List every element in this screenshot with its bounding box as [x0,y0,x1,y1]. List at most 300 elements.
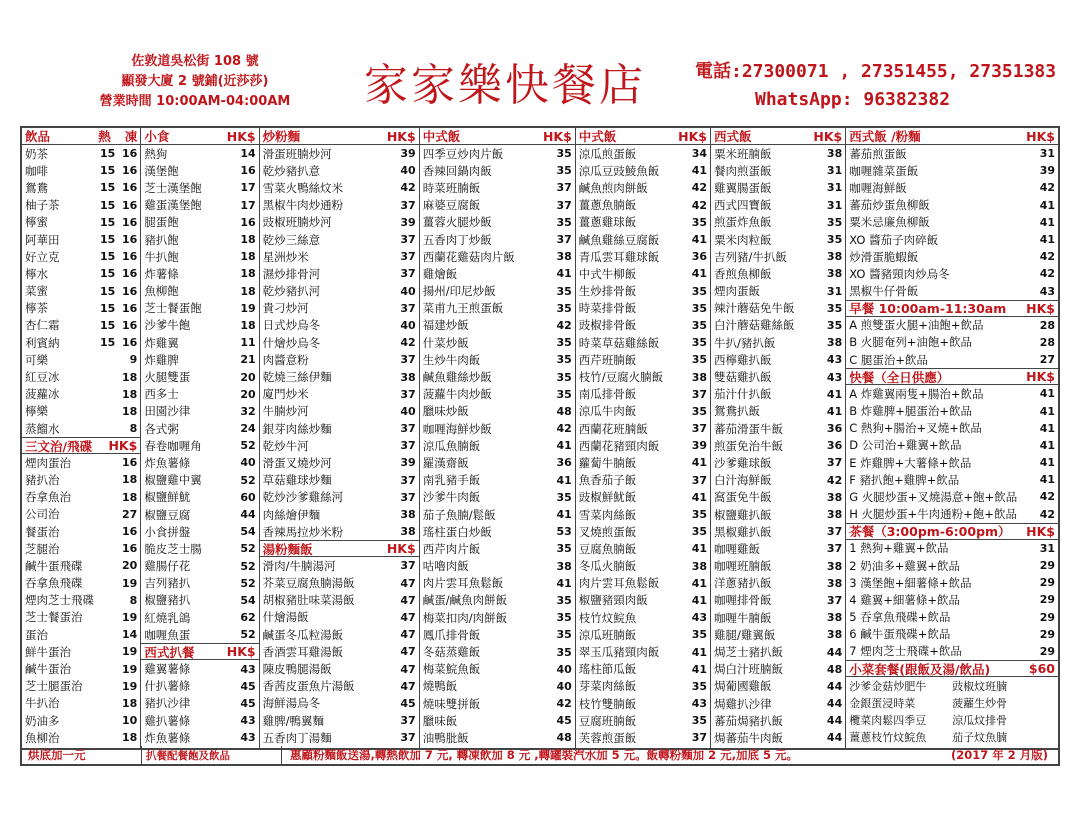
item-price: 42 [1039,507,1055,521]
item-price: 28 [1039,335,1055,349]
hot-price: 15 [100,336,116,350]
item-name: 梅菜扣肉/肉餅飯 [422,610,508,625]
menu-item [260,437,419,454]
item-name: 蛋治 [25,627,48,642]
menu-item [846,506,1058,523]
item-name: 燒味雙拼飯 [422,696,481,711]
item-price: 10 [122,714,138,728]
menu-item [846,643,1058,660]
item-name: 沙爹牛飽 [144,318,191,333]
menu-item [22,695,140,712]
item-name: 叉燒煎蛋飯 [578,524,637,539]
item-price: 52 [240,559,256,573]
section-name: 湯粉麵飯 [262,541,313,557]
menu-item [420,454,575,471]
item-name: 煎蛋炸魚飯 [714,215,772,230]
section-title [141,643,258,660]
item-name: 牛扒飽 [144,249,179,264]
item-name: 6 鹹牛蛋飛碟+飲品 [849,627,951,642]
hot-label: 熱 [98,129,111,144]
item-name: 西蘭花豬頸肉飯 [578,438,660,453]
item-name: 煙肉蛋治 [25,455,71,470]
item-name: 日式炒烏冬 [262,318,321,333]
menu-item [22,334,140,351]
menu-board [20,126,1060,750]
menu-item [420,386,575,403]
item-price: 40 [400,318,416,332]
item-price: 34 [691,147,708,161]
cold-price: 9 [129,353,138,367]
menu-item [846,574,1058,591]
menu-item [141,300,258,317]
menu-item [141,403,258,420]
menu-item [141,386,258,403]
item-price: 31 [826,164,843,178]
item-price: 37 [400,473,416,487]
menu-item [576,283,710,300]
item-price: 35 [556,353,572,367]
menu-item [711,558,845,575]
item-price: 37 [826,542,843,556]
section-unit: HK$ [1026,128,1055,144]
hot-price: 15 [100,233,116,247]
item-name: 雞脾/鴨翼麵 [262,713,324,728]
item-price: 31 [826,198,843,212]
menu-item [260,592,419,609]
menu-item [576,351,710,368]
item-price: 41 [556,439,572,453]
fried-noodles-column [260,128,420,748]
menu-item [420,334,575,351]
menu-item [260,231,419,248]
item-price: 43 [1039,284,1055,298]
item-name: 豉椒班腩炒河 [262,215,332,230]
item-name: 3 漢堡飽+細薯條+飲品 [849,575,972,590]
menu-item [711,506,845,523]
menu-item [576,454,710,471]
hot-price: 15 [100,181,116,195]
menu-item [141,592,258,609]
cold-price: 16 [122,318,138,332]
item-price: 35 [556,301,572,315]
footer-note-soup: 惠顧粉麵飯送湯,轉熱飲加 7 元, 轉凍飲加 8 元 ,轉罐裝汽水加 5 元。飯轉粉麵加 2 元,加底 5 元。 [290,748,799,762]
menu-item [260,283,419,300]
item-price: 37 [400,198,416,212]
menu-header [0,0,1080,124]
cold-price: 16 [122,267,138,281]
item-price: 37 [556,181,572,195]
item-price: 37 [400,233,416,247]
item-price: 41 [1039,387,1055,401]
item-price: 35 [826,215,843,229]
section-unit: HK$ [813,128,843,144]
item-name: 粟米肉粒飯 [714,232,772,247]
section-unit: HK$ [1026,523,1055,539]
item-name: 青瓜雲耳雞球飯 [578,249,660,264]
item-price: 39 [400,215,416,229]
menu-item [711,712,845,729]
item-price: 43 [240,731,256,745]
menu-item [576,420,710,437]
cold-price: 16 [122,198,138,212]
cold-price: 16 [122,336,138,350]
menu-item [141,283,258,300]
menu-item [846,420,1058,437]
item-name: 鴛鴦扒飯 [714,404,761,419]
item-name: 涼瓜煎蛋飯 [578,146,637,161]
item-price: 35 [691,628,708,642]
menu-item [141,334,258,351]
item-name: 各式粥 [144,421,179,436]
item-price: 40 [556,679,572,693]
footer-note-toast: 烘底加一元 [22,746,142,764]
menu-item [576,592,710,609]
cold-price: 16 [122,301,138,315]
menu-footer [20,746,1060,766]
menu-item [711,678,845,695]
item-price: 41 [691,662,708,676]
item-name: 雞燴飯 [422,266,458,281]
menu-item [22,231,140,248]
item-price: 35 [691,404,708,418]
item-name: 咕嚕肉飯 [422,559,469,574]
item-price: 37 [556,233,572,247]
item-price: 16 [122,525,138,539]
footer-version: (2017 年 2 月版) [950,748,1048,762]
western-noodles-sets-column [846,128,1058,748]
item-price: 35 [556,645,572,659]
cold-price: 16 [122,250,138,264]
item-price: 19 [122,645,138,659]
item-name: 椒鹽豬頸肉飯 [578,593,648,608]
item-price: 35 [826,301,843,315]
menu-item [420,626,575,643]
item-price: 20 [240,370,256,384]
item-price: 35 [556,611,572,625]
item-price: 29 [1039,576,1055,590]
menu-item [22,489,140,506]
item-name: 菜甫九王煎蛋飯 [422,301,504,316]
item-name: 黑椒牛仔骨飯 [849,284,919,299]
menu-item [141,609,258,626]
item-price: 41 [691,645,708,659]
section-name: 炒粉麵 [262,129,301,144]
item-name: 涼瓜牛肉飯 [578,404,637,419]
item-price: 52 [240,628,256,642]
menu-item [260,403,419,420]
item-name: 豆腐班腩飯 [578,713,637,728]
menu-item [22,557,140,574]
menu-item [846,197,1058,214]
item-name: 西蘭花班腩飯 [578,421,648,436]
item-name: 中式牛柳飯 [578,266,637,281]
item-price: 41 [691,164,708,178]
menu-item [260,162,419,179]
footer-note-steak: 扒餐配餐飽及飲品 [142,746,282,764]
item-name: 雪菜火鴨絲炆米 [262,180,344,195]
item-price: 18 [122,731,138,745]
item-price: 39 [400,456,416,470]
menu-item [260,265,419,282]
menu-item [420,179,575,196]
menu-item [22,523,140,540]
section-title [260,540,419,557]
item-price: 41 [826,404,843,418]
cold-price: 16 [122,215,138,229]
item-name: 香辣馬拉炒米粉 [262,524,344,539]
item-name: 窩蛋免牛飯 [714,490,772,505]
item-name: C 腿蛋治+飲品 [849,352,929,367]
menu-item [260,695,419,712]
item-price: 31 [1039,541,1055,555]
item-price: 42 [826,473,843,487]
menu-item [711,592,845,609]
hot-price: 15 [100,284,116,298]
item-name: 薑蔥雞球飯 [578,215,637,230]
menu-item [260,712,419,729]
set-dish-left: 沙爹金菇炒肥牛 [849,679,927,693]
item-price: 37 [400,422,416,436]
menu-item [141,729,258,746]
hot-price: 15 [100,215,116,229]
item-name: 雞翼腸蛋飯 [714,180,772,195]
item-name: 咖喱排骨飯 [714,593,772,608]
menu-item [22,179,140,196]
item-name: 生炒牛肉飯 [422,352,481,367]
chinese-rice-column-2 [576,128,711,748]
menu-item [141,695,258,712]
item-price: 44 [826,714,843,728]
item-name: B 炸雞脾+腿蛋治+飲品 [849,404,973,419]
item-price: 41 [691,490,708,504]
item-price: 35 [556,542,572,556]
item-name: 芥菜豆腐魚腩湯飯 [262,576,355,591]
item-name: 牛扒/豬扒飯 [714,335,776,350]
item-name: 鴛鴦 [25,180,48,195]
item-price: 37 [400,714,416,728]
menu-item [576,661,710,678]
item-name: 椒鹽鮮魷 [144,490,191,505]
menu-item [22,626,140,643]
cold-price: 18 [122,370,138,384]
item-price: 41 [1039,473,1055,487]
menu-item [576,506,710,523]
item-price: 40 [400,164,416,178]
item-name: 涼瓜班腩飯 [578,627,637,642]
menu-item [420,472,575,489]
menu-item [846,557,1058,574]
set-dish-row [846,677,1058,694]
item-name: 焗芝士豬扒飯 [714,645,784,660]
item-price: 36 [826,422,843,436]
menu-item [711,403,845,420]
menu-item [420,729,575,746]
menu-item [260,489,419,506]
item-name: 香酒雲耳雞湯飯 [262,644,344,659]
menu-item [22,712,140,729]
section-unit: HK$ [386,541,416,557]
item-name: 白汁蘑菇雞絲飯 [714,318,795,333]
item-name: 蕃茄滑蛋牛飯 [714,421,784,436]
menu-item [846,283,1058,300]
item-name: 豬扒飽 [144,232,179,247]
item-price: 38 [691,370,708,384]
item-name: A 炸雞翼兩隻+腸治+飲品 [849,386,984,401]
menu-item [711,248,845,265]
menu-item [260,643,419,660]
item-name: 福建炒飯 [422,318,469,333]
menu-item [711,420,845,437]
item-name: 豉椒鮮魷飯 [578,490,637,505]
section-name: 小菜套餐(跟飯及湯/飲品) [849,661,991,677]
item-price: 44 [826,731,843,745]
menu-item [576,489,710,506]
whatsapp-number: WhatsApp: 96382382 [755,89,951,110]
item-name: 鹹蛋冬瓜粒湯飯 [262,627,344,642]
item-name: 炸雞翼 [144,335,179,350]
item-name: 鹹魚煎肉餅飯 [578,180,648,195]
item-name: 雞扒薯條 [144,713,191,728]
section-name: 中式飯 [578,129,617,144]
item-name: 好立克 [25,249,60,264]
item-name: 雞腸仔花 [144,559,191,574]
opening-hours: 營業時間 10:00AM-04:00AM [99,94,291,109]
item-name: 鹹牛蛋飛碟 [25,558,83,573]
item-name: 揚州/印尼炒飯 [422,284,496,299]
section-name: 快餐（全日供應） [849,369,950,385]
item-price: 42 [1039,267,1055,281]
item-name: 咖啡 [25,163,48,178]
menu-item [420,575,575,592]
menu-item [141,575,258,592]
item-price: 47 [400,576,416,590]
item-price: 45 [400,696,416,710]
menu-item [846,626,1058,643]
item-name: 星洲炒米 [262,249,309,264]
menu-item [420,420,575,437]
menu-item [576,403,710,420]
menu-item [260,248,419,265]
item-name: 肉絲燴伊麵 [262,507,321,522]
menu-item [711,729,845,746]
menu-item [711,643,845,660]
item-name: 涼瓜豆豉鯪魚飯 [578,163,660,178]
item-name: 檸茶 [25,301,48,316]
item-name: 貴刁炒河 [262,301,309,316]
item-price: 29 [1039,627,1055,641]
item-price: 18 [240,267,256,281]
item-price: 28 [1039,318,1055,332]
item-price: 47 [400,645,416,659]
set-dish-left: 薑蔥枝竹炆鯇魚 [849,731,927,745]
item-price: 41 [556,576,572,590]
item-price: 36 [826,439,843,453]
western-rice-column [711,128,846,748]
menu-item [846,402,1058,419]
menu-item [141,437,258,454]
menu-item [260,557,419,574]
item-price: 17 [240,198,256,212]
item-name: 西蘭花雞菇肉片飯 [422,249,515,264]
item-name: 茄子魚腩/鬆飯 [422,507,496,522]
menu-item [141,712,258,729]
item-price: 38 [826,559,843,573]
hot-price: 15 [100,164,116,178]
item-price: 38 [826,250,843,264]
item-price: 41 [691,456,708,470]
menu-item [846,334,1058,351]
item-price: 19 [122,679,138,693]
menu-item [711,197,845,214]
menu-item [260,454,419,471]
item-price: 42 [556,697,572,711]
item-name: 瑤柱蛋白炒飯 [422,524,492,539]
item-price: 37 [691,473,708,487]
item-price: 18 [122,473,138,487]
menu-item [420,695,575,712]
item-price: 19 [122,610,138,624]
item-name: G 火腿炒蛋+叉燒湯意+飽+飲品 [849,489,1018,504]
item-price: 45 [556,714,572,728]
item-name: 西檸雞扒飯 [714,352,772,367]
menu-item [260,660,419,677]
item-name: 白汁海鮮飯 [714,473,772,488]
menu-item [576,334,710,351]
menu-item [22,660,140,677]
item-price: 41 [1039,198,1055,212]
menu-item [141,368,258,385]
menu-item [141,351,258,368]
item-name: 吞拿魚飛碟 [25,576,83,591]
item-name: 咖喱牛腩飯 [714,610,772,625]
item-name: 芝腿治 [25,541,60,556]
item-name: 柚子茶 [25,198,60,213]
item-name: 生炒排骨飯 [578,284,637,299]
menu-item [260,214,419,231]
item-name: 椒鹽雞中翼 [144,473,202,488]
set-dish-row [846,711,1058,728]
item-price: 35 [691,353,708,367]
item-name: 冬菇蒸雞飯 [422,645,481,660]
item-price: 18 [240,250,256,264]
item-name: 餐肉煎蛋飯 [714,163,772,178]
item-price: 29 [1039,644,1055,658]
section-unit: HK$ [1026,369,1055,385]
menu-item [420,145,575,162]
menu-item [846,540,1058,557]
item-name: 辣汁蘑菇免牛飯 [714,301,795,316]
menu-item [420,162,575,179]
item-name: 4 雞翼+細薯條+飲品 [849,592,960,607]
item-name: 粟米班腩飯 [714,146,772,161]
menu-item [711,265,845,282]
menu-item [711,231,845,248]
menu-item [576,558,710,575]
item-name: 鮮牛蛋治 [25,644,71,659]
menu-item [141,454,258,471]
menu-item [141,540,258,557]
section-name: 中式飯 [422,129,461,144]
item-price: 41 [691,593,708,607]
section-name: 飲品 [25,129,51,144]
menu-item [576,643,710,660]
item-name: 杏仁霜 [25,318,60,333]
menu-item [576,231,710,248]
cold-price: 16 [122,233,138,247]
item-price: 37 [400,490,416,504]
item-name: 黑椒雞扒飯 [714,524,772,539]
menu-item [420,592,575,609]
